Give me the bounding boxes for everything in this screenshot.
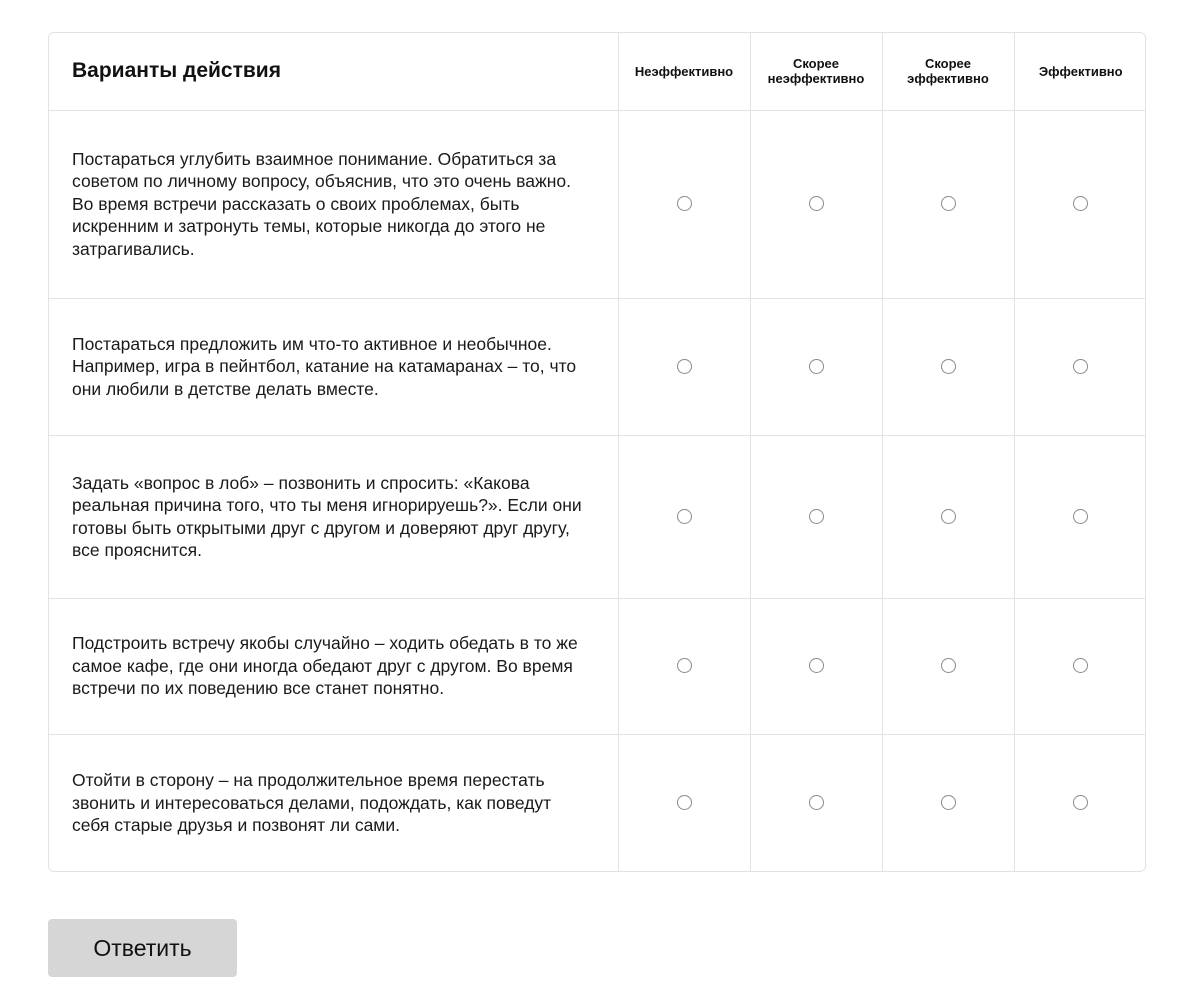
- radio-ineffective[interactable]: [677, 795, 692, 810]
- radio-rather-effective[interactable]: [941, 795, 956, 810]
- column-header-rather-effective: Скорее эффективно: [882, 33, 1014, 110]
- action-text: Постараться предложить им что-то активное и необычное. Например, игра в пейнтбол, катание на катамаранах – то, что они любили в детстве делать вместе.: [49, 298, 618, 435]
- radio-ineffective[interactable]: [677, 658, 692, 673]
- radio-rather-effective[interactable]: [941, 658, 956, 673]
- radio-ineffective[interactable]: [677, 196, 692, 211]
- action-text: Задать «вопрос в лоб» – позвонить и спросить: «Какова реальная причина того, что ты меня игнорируешь?». Если они готовы быть открытыми друг с другом и доверяют друг другу, все прояснится.: [49, 435, 618, 598]
- table-row: [49, 435, 1146, 598]
- radio-rather-effective[interactable]: [941, 359, 956, 374]
- column-header-ineffective: Неэффективно: [618, 33, 750, 110]
- table-row: [49, 598, 1146, 734]
- radio-ineffective[interactable]: [677, 509, 692, 524]
- radio-rather-ineffective[interactable]: [809, 196, 824, 211]
- submit-answer-button[interactable]: Ответить: [48, 919, 237, 977]
- radio-rather-ineffective[interactable]: [809, 658, 824, 673]
- column-header-rather-ineffective: Скорее неэффективно: [750, 33, 882, 110]
- radio-effective[interactable]: [1073, 509, 1088, 524]
- radio-rather-ineffective[interactable]: [809, 359, 824, 374]
- column-header-actions: Варианты действия: [49, 33, 618, 110]
- action-options-table: [48, 32, 1146, 872]
- action-text: Постараться углубить взаимное понимание. Обратиться за советом по личному вопросу, объяснив, что это очень важно. Во время встречи рассказать о своих проблемах, быть искренним и затронуть темы, которые никогда до этого не затрагивались.: [49, 110, 618, 298]
- table-header-row: [49, 33, 1146, 110]
- radio-ineffective[interactable]: [677, 359, 692, 374]
- table-row: [49, 298, 1146, 435]
- column-header-effective: Эффективно: [1014, 33, 1146, 110]
- table-row: [49, 734, 1146, 871]
- action-text: Подстроить встречу якобы случайно – ходить обедать в то же самое кафе, где они иногда обедают друг с другом. Во время встречи по их поведению все станет понятно.: [49, 598, 618, 734]
- radio-effective[interactable]: [1073, 658, 1088, 673]
- radio-rather-ineffective[interactable]: [809, 795, 824, 810]
- radio-rather-ineffective[interactable]: [809, 509, 824, 524]
- action-text: Отойти в сторону – на продолжительное время перестать звонить и интересоваться делами, подождать, как поведут себя старые друзья и позвонят ли сами.: [49, 734, 618, 871]
- table-row: [49, 110, 1146, 298]
- radio-effective[interactable]: [1073, 196, 1088, 211]
- radio-rather-effective[interactable]: [941, 509, 956, 524]
- radio-effective[interactable]: [1073, 359, 1088, 374]
- radio-effective[interactable]: [1073, 795, 1088, 810]
- radio-rather-effective[interactable]: [941, 196, 956, 211]
